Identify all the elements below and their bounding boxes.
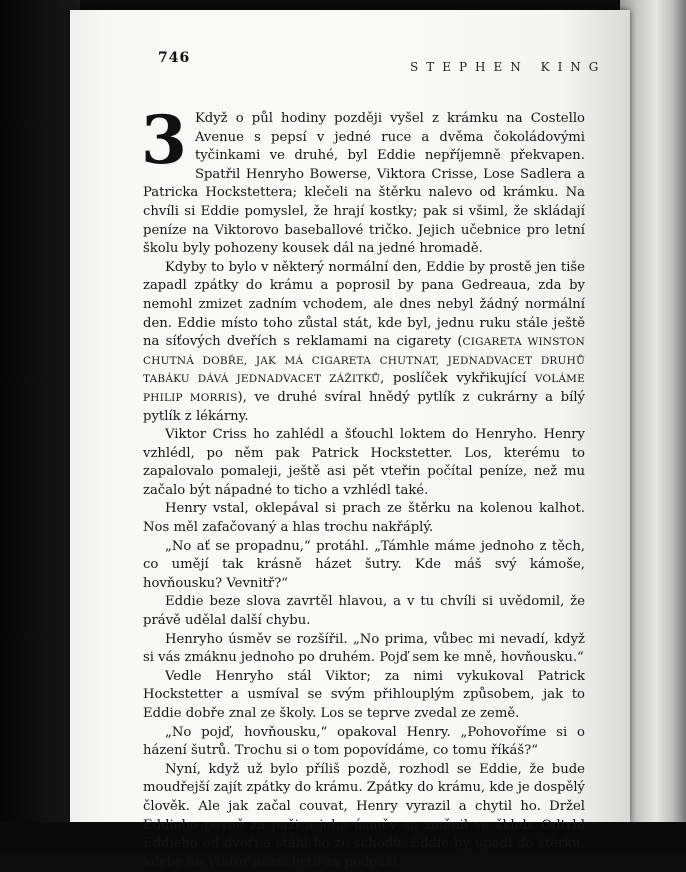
paragraph: Viktor Criss ho zahlédl a šťouchl loktem do Henryho. Henry vzhlédl, po něm pak Patrick Hockstetter. Los, kterému to zapalovalo pomaleji, ještě asi pět vteřin počítal peníze, než mu začalo být nápadné to ticho a vzhlédl také. <box>143 427 585 498</box>
small-caps-ad-text: CIGARETA WINSTON CHUTNÁ DOBŘE, JAK MÁ CIGARETA CHUTNAT, JEDNADVACET DRUHŮ TABÁKU DÁVÁ JEDNADVACET ZÁŽITKŮ <box>143 336 585 386</box>
paragraph-text: , poslíček vykřikující <box>380 371 535 387</box>
paragraph: Nyní, když už bylo příliš pozdě, rozhodl se Eddie, že bude moudřejší zajít zpátky do krámu. Zpátky do krámu, kde je dospělý člověk. Ale jak začal couvat, Henry vyrazil a chytil ho. Držel Eddieho pevně za paži a jeho úsměv se změnil ve škleb. Odtrhl Eddieho od dveří a stáhl ho ze schodů. Eddie by upadl do štěrku, kdyby ho Viktor nezachytil za podpaží. <box>143 761 585 870</box>
paragraph: Henry vstal, oklepával si prach ze štěrku na kolenou kalhot. Nos měl zafačovaný a hlas trochu nakřáplý. <box>143 501 585 536</box>
small-caps-ad-text: VOLÁME PHILIP MORRIS <box>143 373 585 404</box>
paragraph-text: ), ve druhé svíral hnědý pytlík z cukrárny a bílý pytlík z lékárny. <box>143 389 585 424</box>
paragraph-text: Když o půl hodiny později vyšel z krámku na Costello Avenue s pepsí v jedné ruce a dvěma čokoládovými tyčinkami ve druhé, byl Eddie nepříjemně překvapen. Spatřil Henryho Bowerse, Viktora Crisse, Lose Sadlera a Patricka Hockstettera; klečeli na štěrku nalevo od krámku. Na chvíli si Eddie pomyslel, že hrají kostky; pak si všiml, že skládají peníze na Viktorovo baseballové tričko. Jejich učebnice pro letní školu byly pohozeny kousek dál na jedné hromadě. <box>143 111 585 257</box>
page-number: 746 <box>158 50 191 66</box>
paragraph-text: Kdyby to bylo v některý normální den, Eddie by prostě jen tiše zapadl zpátky do krámu a poprosil by pana Gedreaua, zda by nemohl zmizet zadním vchodem, ale dnes nebyl žádný normální den. Eddie místo toho zůstal stát, kde byl, jednu ruku stále ještě na síťových dveřích s reklamami na cigarety ( <box>143 259 585 350</box>
dark-background-left <box>0 0 80 850</box>
paragraph <box>143 259 585 426</box>
paragraph: Vedle Henryho stál Viktor; za nimi vykukoval Patrick Hockstetter a usmíval se svým přihlouplým způsobem, jak to Eddie dobře znal ze školy. Los se teprve zvedal ze země. <box>143 668 585 721</box>
paragraph: „No pojď, hovňousku,“ opakoval Henry. „Pohovoříme si o házení šutrů. Trochu si o tom popovídáme, co tomu říkáš?“ <box>143 724 585 759</box>
body-text <box>141 101 585 872</box>
paragraph: Henryho úsměv se rozšířil. „No prima, vůbec mi nevadí, když si vás zmáknu jednoho po druhém. Pojď sem ke mně, hovňousku.“ <box>143 631 585 666</box>
running-head: STEPHEN KING <box>410 60 607 74</box>
paragraph: Eddie beze slova zavrtěl hlavou, a v tu chvíli si uvědomil, že právě udělal další chybu. <box>143 594 585 629</box>
paragraph <box>141 101 585 259</box>
drop-cap: 3 <box>141 101 187 179</box>
paragraph: „No ať se propadnu,“ protáhl. „Támhle máme jednoho z těch, co umějí tak krásně házet šutry. Kde máš svý kámoše, hovňousku? Vevnitř?“ <box>143 538 585 591</box>
